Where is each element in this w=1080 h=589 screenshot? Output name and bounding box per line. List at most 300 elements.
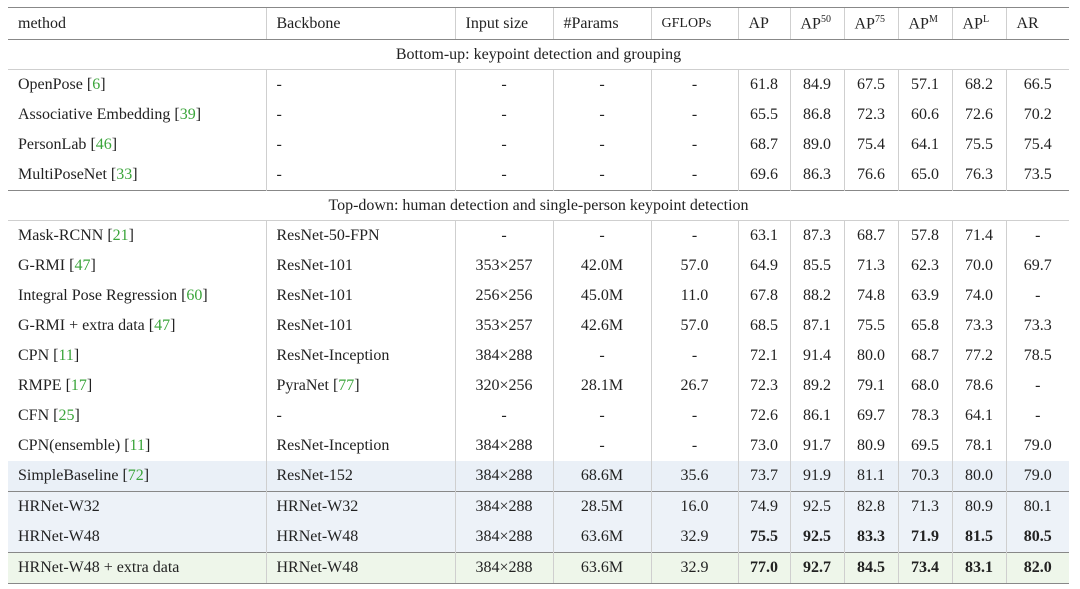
- cell-gflops: [651, 371, 738, 401]
- cell-ap: [738, 371, 790, 401]
- cell-method: [8, 522, 266, 553]
- input-value: -: [501, 76, 507, 93]
- cell-ap50: [790, 130, 844, 160]
- cell-method: G-RMI [47]: [18, 257, 96, 274]
- cell-input: [455, 492, 553, 523]
- input-value: -: [501, 106, 507, 123]
- cell-gflops: [651, 221, 738, 252]
- cell-ap: [738, 341, 790, 371]
- table-row: [8, 461, 1069, 492]
- cell-ar: [1006, 401, 1069, 431]
- table-row: [8, 553, 1069, 584]
- ap-value: 72.1: [750, 347, 778, 364]
- cell-gflops: [651, 492, 738, 523]
- ap50-value: 84.9: [803, 76, 831, 93]
- table-row: [8, 431, 1069, 461]
- cell-apm: [898, 160, 952, 191]
- citation-link[interactable]: 33: [116, 166, 133, 183]
- cell-ar: [1006, 461, 1069, 492]
- cell-input: [455, 522, 553, 553]
- cell-gflops: [651, 281, 738, 311]
- ap-value: 74.9: [750, 498, 778, 515]
- input-value: 384×288: [475, 559, 533, 576]
- cell-ap: [738, 160, 790, 191]
- cell-ap75: [844, 431, 898, 461]
- cell-ar: [1006, 221, 1069, 252]
- cell-apm: [898, 70, 952, 101]
- cell-backbone: [266, 341, 455, 371]
- cell-ap: [738, 281, 790, 311]
- cell-apl: [952, 431, 1006, 461]
- input-value: -: [501, 227, 507, 244]
- cell-ap50: [790, 431, 844, 461]
- cell-apl: [952, 100, 1006, 130]
- cell-ap: [738, 70, 790, 101]
- apm-value: 64.1: [911, 136, 939, 153]
- cell-apl: [952, 461, 1006, 492]
- apl-value: 74.0: [965, 287, 993, 304]
- backbone-value: -: [276, 136, 282, 153]
- cell-apl: [952, 371, 1006, 401]
- ap75-value: 67.5: [857, 76, 885, 93]
- cell-apm: [898, 431, 952, 461]
- cell-ap50: [790, 461, 844, 492]
- cell-backbone: [266, 461, 455, 492]
- table-row: [8, 341, 1069, 371]
- backbone-value: ResNet-Inception: [276, 347, 390, 364]
- cell-gflops: [651, 341, 738, 371]
- header-row: [8, 8, 1069, 40]
- cell-input: [455, 401, 553, 431]
- ap-value: 69.6: [750, 166, 778, 183]
- cell-ap50: [790, 553, 844, 584]
- ap50-value: 89.0: [803, 136, 831, 153]
- cell-method: RMPE [17]: [18, 377, 93, 394]
- section-title: Top-down: human detection and single-person keypoint detection: [8, 191, 1069, 221]
- backbone-value: HRNet-W48: [276, 559, 359, 576]
- ap75-value: 81.1: [857, 467, 885, 484]
- table-row: [8, 251, 1069, 281]
- cell-gflops: [651, 70, 738, 101]
- apm-value: 60.6: [911, 106, 939, 123]
- header-gflops: GFLOPs: [651, 8, 738, 40]
- cell-ap75: [844, 160, 898, 191]
- citation-link[interactable]: 46: [95, 136, 112, 153]
- gflops-value: -: [691, 347, 698, 364]
- method-name: CPN: [18, 347, 50, 364]
- cell-params: [553, 371, 651, 401]
- table-row: [8, 281, 1069, 311]
- cell-apl: [952, 251, 1006, 281]
- ap75-value: 74.8: [857, 287, 885, 304]
- cell-ap75: [844, 522, 898, 553]
- cell-ap75: [844, 130, 898, 160]
- ap50-value: 91.9: [803, 467, 831, 484]
- cell-method: SimpleBaseline [72]: [8, 461, 266, 492]
- cell-apm: [898, 281, 952, 311]
- method-name: HRNet-W48: [18, 528, 100, 545]
- ar-value: 70.2: [1023, 106, 1052, 123]
- params-value: 42.0M: [580, 257, 624, 274]
- apl-value: 70.0: [965, 257, 993, 274]
- header-ar: AR: [1006, 8, 1069, 40]
- cell-method: [8, 492, 266, 523]
- apm-value: 71.9: [911, 528, 939, 545]
- ap50-value: 87.3: [803, 227, 831, 244]
- apl-value: 64.1: [965, 407, 993, 424]
- params-value: -: [599, 407, 605, 424]
- cell-input: [455, 70, 553, 101]
- cell-params: [553, 281, 651, 311]
- header-backbone: Backbone: [266, 8, 455, 40]
- apm-value: 57.8: [911, 227, 939, 244]
- gflops-value: 32.9: [680, 528, 709, 545]
- gflops-value: -: [691, 106, 698, 123]
- ap50-value: 86.1: [803, 407, 831, 424]
- cell-ap: [738, 492, 790, 523]
- cell-backbone: [266, 281, 455, 311]
- apl-value: 71.4: [965, 227, 993, 244]
- input-value: 353×257: [475, 257, 533, 274]
- cell-params: [553, 130, 651, 160]
- cell-apm: [898, 221, 952, 252]
- params-value: 63.6M: [580, 559, 624, 576]
- citation-link[interactable]: 11: [129, 437, 145, 454]
- table-row: [8, 221, 1069, 252]
- ap-value: 72.6: [750, 407, 778, 424]
- cell-ap50: [790, 281, 844, 311]
- cell-ap: [738, 522, 790, 553]
- cell-method: [8, 553, 266, 584]
- cell-params: [553, 251, 651, 281]
- apm-value: 62.3: [911, 257, 939, 274]
- params-value: 28.1M: [580, 377, 624, 394]
- cell-method: MultiPoseNet [33]: [18, 166, 138, 183]
- params-value: -: [599, 437, 605, 454]
- cell-apl: [952, 553, 1006, 584]
- cell-input: [455, 100, 553, 130]
- citation-link[interactable]: 47: [74, 257, 91, 274]
- cell-method: PersonLab [46]: [18, 136, 118, 153]
- ap75-value: 71.3: [857, 257, 885, 274]
- cell-apm: [898, 130, 952, 160]
- ap50-value: 86.3: [803, 166, 831, 183]
- cell-method: Associative Embedding [39]: [18, 106, 202, 123]
- cell-ap50: [790, 371, 844, 401]
- backbone-value: -: [276, 407, 282, 424]
- backbone-value: -: [276, 166, 282, 183]
- cell-apl: [952, 160, 1006, 191]
- cell-apm: [898, 251, 952, 281]
- cell-ap: [738, 311, 790, 341]
- cell-ap50: [790, 160, 844, 191]
- ar-value: -: [1035, 377, 1041, 394]
- input-value: 384×288: [475, 467, 533, 484]
- cell-ar: [1006, 311, 1069, 341]
- cell-ar: [1006, 281, 1069, 311]
- ap-value: 77.0: [750, 559, 778, 576]
- header-apm: $AP^M$: [898, 8, 952, 40]
- method-name: Associative Embedding: [18, 106, 171, 123]
- cell-ap50: [790, 251, 844, 281]
- cell-apl: [952, 221, 1006, 252]
- input-value: -: [501, 166, 507, 183]
- params-value: -: [599, 136, 605, 153]
- cell-params: [553, 221, 651, 252]
- citation-link[interactable]: 60: [186, 287, 203, 304]
- cell-ap50: [790, 341, 844, 371]
- header-ap: AP: [738, 8, 790, 40]
- apl-value: 78.6: [965, 377, 993, 394]
- gflops-value: 57.0: [680, 257, 709, 274]
- ar-value: -: [1035, 407, 1041, 424]
- cell-ap: [738, 251, 790, 281]
- input-value: -: [501, 407, 507, 424]
- cell-apm: [898, 311, 952, 341]
- apl-value: 72.6: [965, 106, 993, 123]
- citation-link[interactable]: 47: [154, 317, 171, 334]
- cell-params: [553, 553, 651, 584]
- params-value: 45.0M: [580, 287, 624, 304]
- citation-link[interactable]: 77: [338, 377, 355, 394]
- cell-ap50: [790, 401, 844, 431]
- citation-link[interactable]: 6: [92, 76, 101, 93]
- cell-gflops: [651, 100, 738, 130]
- cell-backbone: PyraNet [77]: [266, 371, 455, 401]
- ar-value: 66.5: [1023, 76, 1052, 93]
- method-name: G-RMI: [18, 257, 66, 274]
- gflops-value: -: [691, 227, 698, 244]
- results-table: [8, 7, 1069, 584]
- cell-params: [553, 160, 651, 191]
- ap-value: 64.9: [750, 257, 778, 274]
- apm-value: 68.0: [911, 377, 939, 394]
- gflops-value: -: [691, 437, 698, 454]
- backbone-value: -: [276, 76, 282, 93]
- cell-params: [553, 341, 651, 371]
- apm-value: 78.3: [911, 407, 939, 424]
- cell-method: CPN(ensemble) [11]: [18, 437, 151, 454]
- ar-value: 79.0: [1023, 467, 1052, 484]
- cell-input: [455, 311, 553, 341]
- header-ap75: AP$^{75}$: [844, 8, 898, 40]
- cell-gflops: [651, 251, 738, 281]
- cell-ap50: [790, 70, 844, 101]
- citation-link[interactable]: 11: [58, 347, 74, 364]
- cell-input: [455, 341, 553, 371]
- table-row: [8, 160, 1069, 191]
- cell-params: [553, 492, 651, 523]
- method-name: HRNet-W32: [18, 498, 100, 515]
- cell-ap75: [844, 553, 898, 584]
- ap75-value: 72.3: [857, 106, 885, 123]
- method-name: HRNet-W48 + extra data: [18, 559, 180, 576]
- cell-apm: [898, 401, 952, 431]
- gflops-value: 26.7: [680, 377, 709, 394]
- cell-backbone: [266, 311, 455, 341]
- ap-value: 65.5: [750, 106, 778, 123]
- cell-ar: [1006, 70, 1069, 101]
- cell-gflops: [651, 401, 738, 431]
- header-params: #Params: [553, 8, 651, 40]
- table-row: [8, 70, 1069, 101]
- cell-method: CPN [11]: [18, 347, 80, 364]
- ap75-value: 80.0: [857, 347, 885, 364]
- method-name: CFN: [18, 407, 50, 424]
- ap75-value: 76.6: [857, 166, 885, 183]
- cell-gflops: [651, 431, 738, 461]
- ap50-value: 88.2: [803, 287, 831, 304]
- cell-method: CFN [25]: [18, 407, 80, 424]
- cell-ap: [738, 221, 790, 252]
- params-value: 68.6M: [580, 467, 624, 484]
- ap75-value: 83.3: [857, 528, 885, 545]
- ar-value: -: [1035, 287, 1041, 304]
- cell-backbone: [266, 553, 455, 584]
- cell-input: [455, 160, 553, 191]
- apm-value: 63.9: [911, 287, 939, 304]
- citation-link[interactable]: 17: [70, 377, 87, 394]
- cell-input: [455, 461, 553, 492]
- cell-apl: [952, 522, 1006, 553]
- apm-value: 71.3: [911, 498, 939, 515]
- citation-link[interactable]: 39: [179, 106, 196, 123]
- cell-backbone: [266, 492, 455, 523]
- header-apl: $AP^L$: [952, 8, 1006, 40]
- cell-apl: [952, 341, 1006, 371]
- cell-ar: [1006, 251, 1069, 281]
- backbone-value: ResNet-101: [276, 317, 353, 334]
- ar-value: 75.4: [1023, 136, 1052, 153]
- apm-value: 70.3: [911, 467, 939, 484]
- citation-link[interactable]: 25: [58, 407, 75, 424]
- table-row: [8, 311, 1069, 341]
- method-name: MultiPoseNet: [18, 166, 107, 183]
- ap-value: 67.8: [750, 287, 778, 304]
- method-name: RMPE: [18, 377, 62, 394]
- cell-apl: [952, 492, 1006, 523]
- gflops-value: -: [691, 76, 698, 93]
- ar-value: 69.7: [1023, 257, 1052, 274]
- cell-ap75: [844, 401, 898, 431]
- cell-params: [553, 311, 651, 341]
- apm-value: 68.7: [911, 347, 939, 364]
- ap50-value: 91.7: [803, 437, 831, 454]
- cell-apm: [898, 522, 952, 553]
- apl-value: 73.3: [965, 317, 993, 334]
- cell-ar: [1006, 522, 1069, 553]
- cell-ar: [1006, 160, 1069, 191]
- cell-ap50: [790, 311, 844, 341]
- ar-value: 80.1: [1023, 498, 1052, 515]
- cell-ar: [1006, 431, 1069, 461]
- apl-value: 81.5: [965, 528, 993, 545]
- cell-ap: [738, 553, 790, 584]
- ap50-value: 86.8: [803, 106, 831, 123]
- cell-params: [553, 461, 651, 492]
- params-value: -: [599, 166, 605, 183]
- params-value: -: [599, 227, 605, 244]
- cell-ar: [1006, 553, 1069, 584]
- table-row: [8, 522, 1069, 553]
- ap50-value: 87.1: [803, 317, 831, 334]
- apl-value: 80.0: [965, 467, 993, 484]
- cell-input: [455, 251, 553, 281]
- cell-apm: [898, 341, 952, 371]
- ar-value: -: [1035, 227, 1041, 244]
- ap50-value: 91.4: [803, 347, 831, 364]
- table-row: [8, 401, 1069, 431]
- ar-value: 80.5: [1023, 528, 1052, 545]
- cell-backbone: [266, 160, 455, 191]
- ap75-value: 82.8: [857, 498, 885, 515]
- cell-params: [553, 100, 651, 130]
- cell-backbone: [266, 431, 455, 461]
- cell-apl: [952, 281, 1006, 311]
- ap-value: 61.8: [750, 76, 778, 93]
- method-name: SimpleBaseline: [18, 467, 119, 484]
- ar-value: 78.5: [1023, 347, 1052, 364]
- cell-ap: [738, 431, 790, 461]
- cell-ap50: [790, 100, 844, 130]
- ap50-value: 92.7: [803, 559, 831, 576]
- cell-backbone: [266, 100, 455, 130]
- citation-link[interactable]: 21: [112, 227, 129, 244]
- cell-backbone: [266, 251, 455, 281]
- cell-apm: [898, 492, 952, 523]
- cell-params: [553, 522, 651, 553]
- cell-gflops: [651, 160, 738, 191]
- gflops-value: -: [691, 407, 698, 424]
- apm-value: 65.8: [911, 317, 939, 334]
- cell-backbone: [266, 70, 455, 101]
- cell-apm: [898, 553, 952, 584]
- cell-backbone: [266, 522, 455, 553]
- cell-ap75: [844, 371, 898, 401]
- ap75-value: 69.7: [857, 407, 885, 424]
- backbone-value: -: [276, 106, 282, 123]
- ap75-value: 75.5: [857, 317, 885, 334]
- ap50-value: 92.5: [803, 528, 831, 545]
- section-header: [8, 191, 1069, 221]
- cell-ap75: [844, 281, 898, 311]
- cell-backbone: [266, 130, 455, 160]
- cell-params: [553, 70, 651, 101]
- input-value: 384×288: [475, 528, 533, 545]
- cell-method: G-RMI + extra data [47]: [18, 317, 176, 334]
- citation-link[interactable]: 72: [127, 467, 144, 484]
- section-header: [8, 40, 1069, 70]
- cell-method: Mask-RCNN [21]: [18, 227, 134, 244]
- gflops-value: -: [691, 166, 698, 183]
- cell-gflops: [651, 311, 738, 341]
- method-name: PersonLab: [18, 136, 87, 153]
- gflops-value: 11.0: [680, 287, 709, 304]
- cell-apm: [898, 461, 952, 492]
- cell-input: [455, 431, 553, 461]
- cell-input: [455, 371, 553, 401]
- ap-value: 72.3: [750, 377, 778, 394]
- cell-ap75: [844, 341, 898, 371]
- cell-ar: [1006, 371, 1069, 401]
- cell-ap: [738, 130, 790, 160]
- ar-value: 82.0: [1023, 559, 1052, 576]
- backbone-value: ResNet-Inception: [276, 437, 390, 454]
- backbone-value: ResNet-50-FPN: [276, 227, 380, 244]
- apm-value: 65.0: [911, 166, 939, 183]
- ap75-value: 84.5: [857, 559, 885, 576]
- table-row: [8, 371, 1069, 401]
